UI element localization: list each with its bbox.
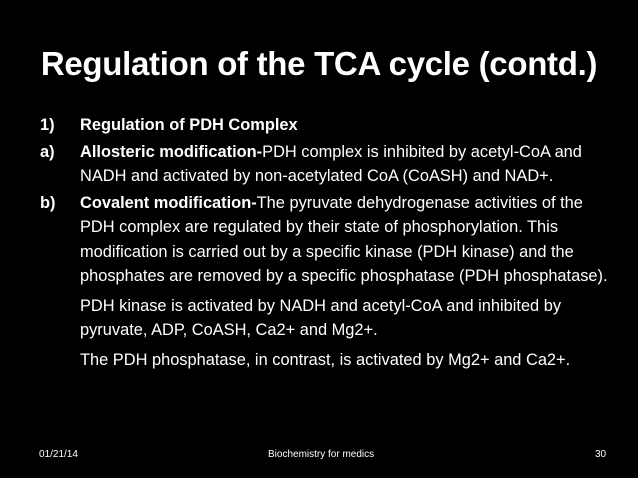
list-item-regulation-pdh — [40, 113, 610, 138]
slide-content — [40, 113, 610, 372]
paragraph-pdh-phosphatase: The PDH phosphatase, in contrast, is activated by Mg2+ and Ca2+. — [80, 350, 571, 369]
list-heading: Regulation of PDH Complex — [80, 116, 298, 134]
list-text: PDH complex is inhibited by acetyl-CoA and NADH and activated by non-acetylated CoA (CoASH) and NAD+. — [80, 142, 582, 185]
paragraph-pdh-kinase: PDH kinase is activated by NADH and acetyl-CoA and inhibited by pyruvate, ADP, CoASH, Ca2+ and Mg2+. — [80, 296, 562, 339]
list-text: The pyruvate dehydrogenase activities of the PDH complex are regulated by their state of phosphorylation. This modification is carried out by a specific kinase (PDH kinase) and the phosphates are removed by a specific phosphatase (PDH phosphatase). — [80, 193, 608, 285]
list-marker: a) — [40, 142, 55, 161]
list-marker: b) — [40, 193, 56, 212]
list-heading: Allosteric modification- — [80, 142, 263, 161]
footer-title: Biochemistry for medics — [268, 449, 375, 460]
list-item-allosteric — [40, 140, 610, 189]
list-item-covalent — [40, 191, 610, 289]
footer-page-number: 30 — [595, 449, 607, 460]
slide-title: Regulation of the TCA cycle (contd.) — [40, 45, 598, 82]
footer-date: 01/21/14 — [39, 449, 78, 460]
list-heading: Covalent modification- — [80, 193, 257, 212]
list-marker: 1) — [40, 116, 55, 134]
